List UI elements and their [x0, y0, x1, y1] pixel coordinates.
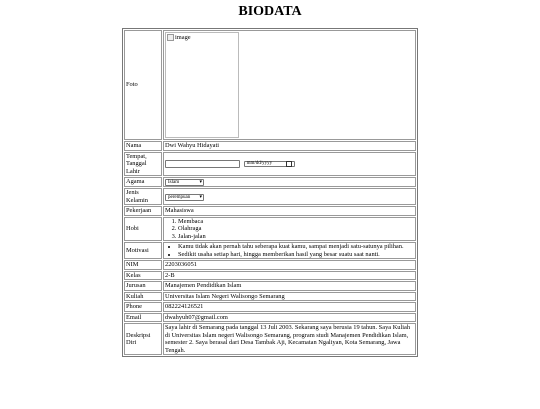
photo-cell	[163, 30, 416, 140]
value-jurusan: Manajemen Pendidikan Islam	[163, 281, 416, 291]
list-item: 3. Jalan-jalan	[178, 233, 414, 241]
row-nama	[124, 141, 416, 151]
motivasi-cell	[163, 242, 416, 259]
label-deskripsi: Deskripsi Diri	[124, 323, 162, 355]
photo-placeholder	[165, 32, 239, 138]
photo-alt-text: image	[175, 34, 191, 41]
chevron-down-icon: ▾	[199, 180, 202, 186]
broken-image-icon	[167, 34, 174, 41]
agama-cell	[163, 177, 416, 187]
jk-cell	[163, 188, 416, 205]
jk-selected: perempuan	[168, 194, 191, 200]
biodata-table	[122, 28, 418, 357]
label-motivasi: Motivasi	[124, 242, 162, 259]
agama-selected: Islam	[168, 180, 180, 185]
row-email	[124, 313, 416, 323]
label-pekerjaan: Pekerjaan	[124, 206, 162, 216]
list-item: 2. Olahraga	[178, 225, 414, 233]
list-item: 1. Membaca	[178, 218, 414, 226]
row-agama	[124, 177, 416, 187]
value-kuliah: Universitas Islam Negeri Walisongo Semarang	[163, 292, 416, 302]
label-agama: Agama	[124, 177, 162, 187]
row-foto	[124, 30, 416, 140]
date-placeholder: mm/dd/yyyy	[246, 161, 273, 166]
value-nama: Dwi Wahyu Hidayati	[163, 141, 416, 151]
calendar-icon[interactable]	[286, 161, 292, 167]
row-jk	[124, 188, 416, 205]
label-ttl: Tempat, Tanggal Lahir	[124, 152, 162, 177]
row-pekerjaan	[124, 206, 416, 216]
value-kelas: 2-B	[163, 271, 416, 281]
row-deskripsi	[124, 323, 416, 355]
label-kelas: Kelas	[124, 271, 162, 281]
chevron-down-icon: ▾	[199, 194, 202, 200]
label-phone: Phone	[124, 302, 162, 312]
label-email: Email	[124, 313, 162, 323]
value-pekerjaan: Mahasiswa	[163, 206, 416, 216]
label-nama: Nama	[124, 141, 162, 151]
agama-select[interactable]	[165, 179, 204, 186]
label-jk: Jenis Kelamin	[124, 188, 162, 205]
list-item: • Kamu tidak akan pernah tahu seberapa kuat kamu, sampai menjadi satu-satunya pilihan.	[178, 243, 414, 251]
value-deskripsi: Saya lahir di Semarang pada tanggal 13 Juli 2003. Sekarang saya berusia 19 tahun. Saya Kuliah di Universitas Islam negeri Walisongo Semarang, program studi Manajemen Pendidikan Islam, semester 2. Saya berasal dari Desa Tambak Aji, Kecamatan Ngaliyan, Kota Semarang, Jawa Tengah.	[163, 323, 416, 355]
list-item: • Sedikit usaha setiap hari, hingga memberikan hasil yang besar suatu saat nanti.	[178, 251, 414, 259]
label-jurusan: Jurusan	[124, 281, 162, 291]
label-hobi: Hobi	[124, 217, 162, 242]
hobi-list	[165, 218, 414, 241]
hobi-cell	[163, 217, 416, 242]
value-nim: 2203036051	[163, 260, 416, 270]
row-nim	[124, 260, 416, 270]
row-motivasi	[124, 242, 416, 259]
birthdate-input[interactable]	[244, 161, 295, 167]
value-email: dwahyuh07@gmail.com	[163, 313, 416, 323]
value-phone: 082224126521	[163, 302, 416, 312]
row-kelas	[124, 271, 416, 281]
row-ttl	[124, 152, 416, 177]
row-hobi	[124, 217, 416, 242]
ttl-cell	[163, 152, 416, 177]
label-foto: Foto	[124, 30, 162, 140]
motivasi-list	[165, 243, 414, 258]
row-phone	[124, 302, 416, 312]
label-nim: NIM	[124, 260, 162, 270]
row-jurusan	[124, 281, 416, 291]
row-kuliah	[124, 292, 416, 302]
page-title: BIODATA	[238, 4, 302, 19]
birthplace-input[interactable]	[165, 160, 240, 168]
label-kuliah: Kuliah	[124, 292, 162, 302]
jk-select[interactable]	[165, 194, 204, 201]
